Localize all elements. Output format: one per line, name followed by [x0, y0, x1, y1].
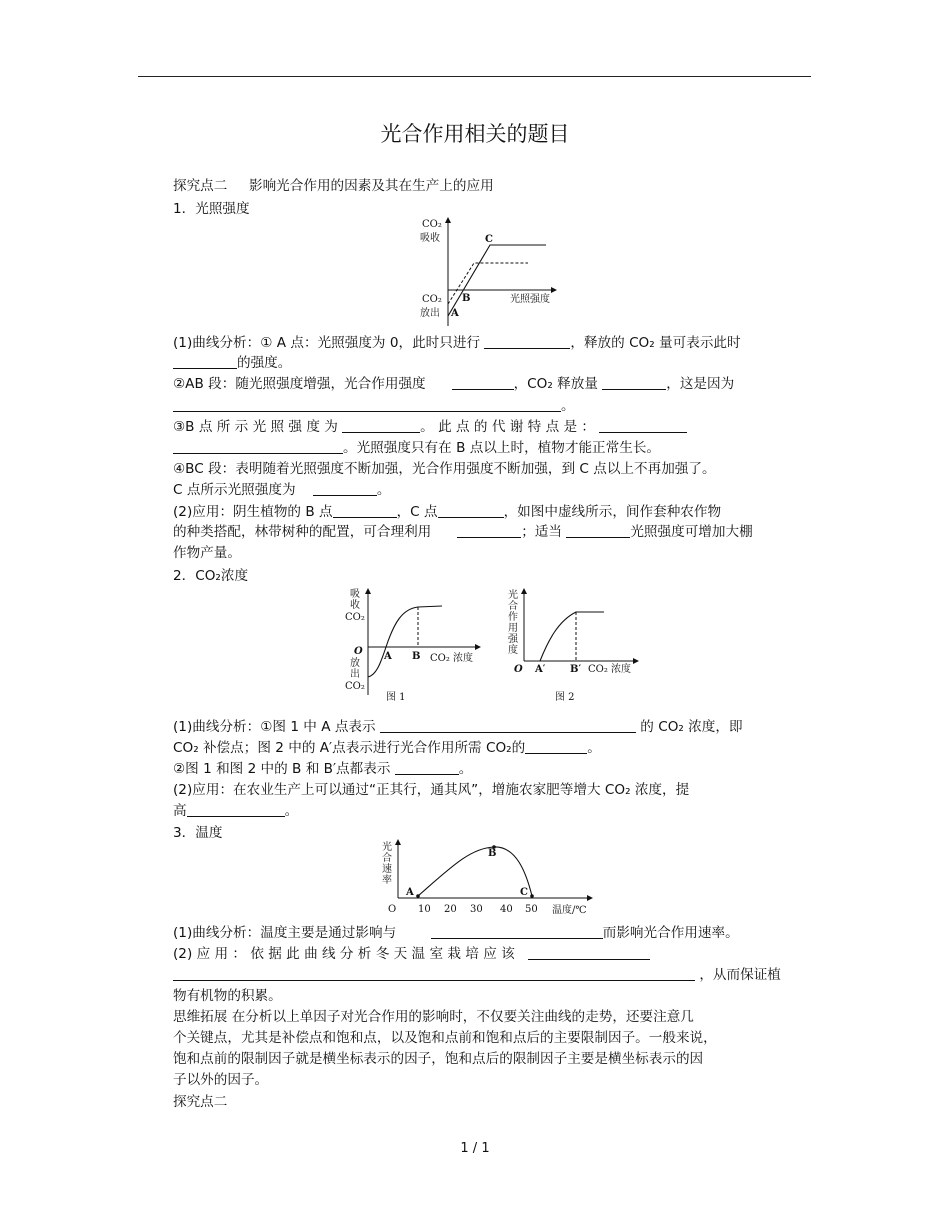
- svg-text:20: 20: [444, 904, 457, 915]
- svg-text:C: C: [520, 887, 528, 898]
- svg-text:CO₂: CO₂: [345, 681, 365, 692]
- p1-q2-line2: 。: [173, 396, 810, 416]
- answer-blank[interactable]: [380, 718, 636, 733]
- svg-text:A: A: [384, 651, 392, 662]
- answer-blank[interactable]: [187, 802, 285, 817]
- x-label: 光照强度: [510, 294, 550, 305]
- svg-text:O: O: [514, 664, 523, 675]
- svg-text:O: O: [388, 904, 397, 915]
- answer-blank[interactable]: [484, 334, 570, 349]
- footer-label: 探究点二: [173, 1094, 228, 1110]
- section-heading: 探究点二 影响光合作用的因素及其在生产上的应用: [173, 178, 494, 194]
- curve: [418, 847, 532, 896]
- p1-q1-line1: (1)曲线分析：① A 点：光照强度为 0，此时只进行 ，释放的 CO₂ 量可表示此时: [173, 335, 741, 351]
- p1-q4-line2: C 点所示光照强度为 。: [173, 482, 391, 498]
- svg-text:CO₂ 浓度: CO₂ 浓度: [430, 653, 474, 664]
- thinking-line4: 子以外的因子。: [173, 1072, 269, 1088]
- page-title: 光合作用相关的题目: [380, 122, 570, 146]
- thinking-line1: 思维拓展 在分析以上单因子对光合作用的影响时，不仅要关注曲线的走势，还要注意几: [173, 1009, 694, 1025]
- p2-q1-line2: CO₂ 补偿点；图 2 中的 A′点表示进行光合作用所需 CO₂的 。: [173, 740, 601, 756]
- answer-blank[interactable]: [173, 397, 561, 412]
- p2-app-line1: (2)应用：在农业生产上可以通过“正其行，通其风”，增施农家肥等增大 CO₂ 浓度，提: [173, 782, 690, 798]
- svg-text:A′: A′: [535, 664, 546, 675]
- p1-q2-line1: ②AB 段：随光照强度增强，光合作用强度 ，CO₂ 释放量 ，这是因为: [173, 376, 735, 392]
- light-intensity-figure: [418, 214, 568, 330]
- svg-text:CO₂: CO₂: [345, 612, 365, 623]
- p2-q2: ②图 1 和图 2 中的 B 和 B′点都表示 。: [173, 761, 473, 777]
- svg-text:出: 出: [350, 669, 360, 680]
- point-c: C: [485, 234, 493, 245]
- svg-text:光: 光: [508, 590, 518, 601]
- y-label-bottom: CO₂: [422, 294, 442, 305]
- svg-text:O: O: [354, 646, 363, 657]
- p1-app-line1: (2)应用：阴生植物的 B 点 ，C 点 ，如图中虚线所示，间作套种农作物: [173, 504, 722, 520]
- part3-heading: 3．温度: [173, 825, 223, 841]
- svg-text:CO₂ 浓度: CO₂ 浓度: [588, 664, 632, 675]
- thinking-line3: 饱和点前的限制因子就是横坐标表示的因子，饱和点后的限制因子主要是横坐标表示的因: [173, 1051, 704, 1067]
- y-label-bottom2: 放出: [420, 308, 440, 319]
- svg-text:光: 光: [382, 842, 392, 853]
- curve: [368, 606, 442, 677]
- svg-text:放: 放: [350, 658, 360, 669]
- svg-text:A: A: [406, 887, 414, 898]
- answer-blank[interactable]: [395, 760, 459, 775]
- curve: [540, 612, 604, 661]
- svg-text:率: 率: [382, 875, 392, 886]
- svg-text:B: B: [412, 651, 421, 662]
- answer-blank[interactable]: [452, 375, 514, 390]
- thinking-line2: 个关键点，尤其是补偿点和饱和点，以及饱和点前和饱和点后的主要限制因子。一般来说，: [173, 1030, 717, 1046]
- svg-text:速: 速: [382, 864, 392, 875]
- p3-app-line3: 物有机物的积累。: [173, 988, 282, 1004]
- co2-figure-1: [342, 585, 492, 705]
- answer-blank[interactable]: [431, 924, 603, 939]
- svg-text:合: 合: [508, 601, 518, 612]
- part2-heading: 2．CO₂浓度: [173, 568, 249, 584]
- p2-q1-line1: (1)曲线分析：①图 1 中 A 点表示 的 CO₂ 浓度，即: [173, 719, 743, 735]
- answer-blank[interactable]: [342, 418, 420, 433]
- p1-q3-line2: 。光照强度只有在 B 点以上时，植物才能正常生长。: [173, 438, 810, 458]
- point-a: A: [451, 308, 459, 319]
- svg-text:30: 30: [470, 904, 483, 915]
- svg-text:B′: B′: [570, 664, 582, 675]
- svg-text:图 2: 图 2: [555, 692, 575, 703]
- answer-blank[interactable]: [599, 418, 687, 433]
- svg-text:合: 合: [382, 853, 392, 864]
- part1-heading: 1．光照强度: [173, 201, 250, 217]
- point-b: B: [462, 293, 471, 304]
- svg-text:收: 收: [350, 600, 360, 611]
- svg-text:作: 作: [508, 612, 518, 623]
- p1-app-line3: 作物产量。: [173, 545, 241, 561]
- p1-q1-line2: 的强度。: [173, 353, 810, 373]
- p1-q3-line1: ③B 点 所 示 光 照 强 度 为 。 此 点 的 代 谢 特 点 是 ：: [173, 417, 810, 437]
- p3-app-line2: ，从而保证植: [173, 965, 810, 985]
- svg-text:40: 40: [500, 904, 513, 915]
- answer-blank[interactable]: [566, 523, 630, 538]
- answer-blank[interactable]: [173, 439, 343, 454]
- p3-q1: (1)曲线分析：温度主要是通过影响与 而影响光合作用速率。: [173, 925, 739, 941]
- answer-blank[interactable]: [457, 523, 521, 538]
- p2-app-line2: 高 。: [173, 803, 299, 819]
- svg-text:50: 50: [525, 904, 538, 915]
- answer-blank[interactable]: [602, 375, 666, 390]
- co2-figure-2: [500, 585, 650, 705]
- svg-text:10: 10: [418, 904, 431, 915]
- answer-blank[interactable]: [438, 503, 504, 518]
- svg-text:吸: 吸: [350, 589, 360, 600]
- answer-blank[interactable]: [173, 966, 695, 981]
- answer-blank[interactable]: [313, 481, 377, 496]
- p1-q4-line1: ④BC 段：表明随着光照强度不断加强，光合作用强度不断加强，到 C 点以上不再加强了。: [173, 461, 716, 477]
- temperature-figure: [380, 838, 600, 918]
- answer-blank[interactable]: [173, 354, 237, 369]
- svg-text:强: 强: [508, 634, 518, 645]
- svg-text:图 1: 图 1: [386, 692, 406, 703]
- y-label-top: CO₂: [422, 219, 442, 230]
- svg-text:用: 用: [508, 623, 518, 634]
- p1-app-line2: 的种类搭配，林带树种的配置，可合理利用 ；适当 光照强度可增加大棚: [173, 524, 753, 540]
- answer-blank[interactable]: [528, 945, 650, 960]
- answer-blank[interactable]: [525, 739, 587, 754]
- header-rule: [138, 76, 811, 77]
- svg-text:度: 度: [508, 645, 518, 656]
- p3-app-line1: (2) 应 用 ： 依 据 此 曲 线 分 析 冬 天 温 室 栽 培 应 该: [173, 944, 810, 964]
- answer-blank[interactable]: [333, 503, 397, 518]
- page-number: 1 / 1: [460, 1141, 490, 1156]
- svg-text:B: B: [488, 848, 497, 859]
- svg-text:温度/℃: 温度/℃: [552, 905, 587, 916]
- y-label-top2: 吸收: [420, 233, 440, 244]
